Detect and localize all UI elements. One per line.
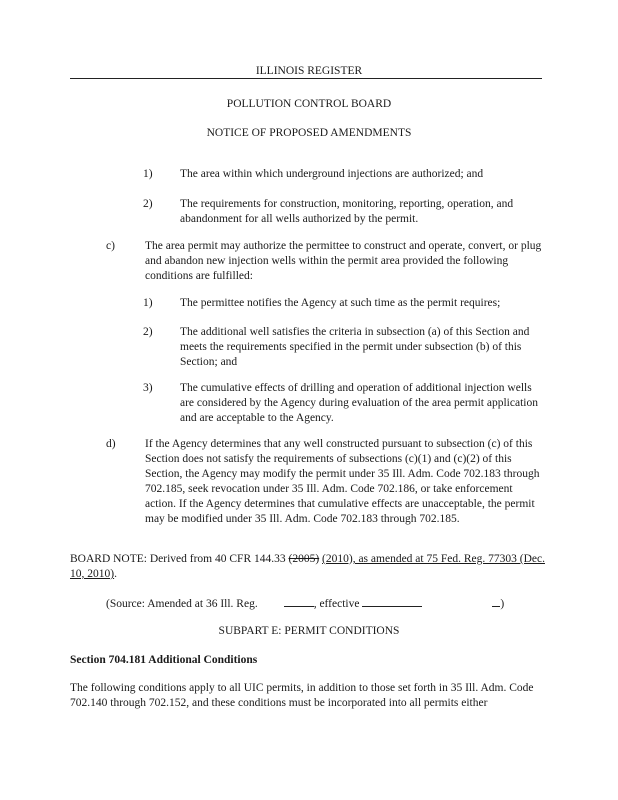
board-note-tail: . — [114, 568, 117, 580]
paragraph-text: If the Agency determines that any well constructed pursuant to subsection (c) of this Section does not satisfy the requirements of subsections (c)(1) and (c)(2) of this Section, the Agency may modify the permit under 35 Ill. Adm. Code 702.183 through 702.185, seek revocation under 35 Ill. Adm. Code 702.186, or take enforcement action. If the Agency determines that cumulative effects are unacceptable, the permit may be modified under 35 Ill. Adm. Code 702.183 through 702.185. — [145, 438, 540, 525]
source-lead: (Source: Amended at 36 Ill. Reg. — [106, 598, 258, 610]
item-label: 2) — [143, 326, 153, 338]
notice-title: NOTICE OF PROPOSED AMENDMENTS — [206, 127, 412, 139]
board-note — [70, 552, 548, 582]
source-close: ) — [500, 598, 505, 610]
paragraph-text: The area permit may authorize the permittee to construct and operate, convert, or plug and abandon new injection wells within the permit area provided the following conditions are fulfilled: — [145, 240, 542, 282]
register-page-blank — [284, 595, 314, 607]
item-text: The permittee notifies the Agency at such time as the permit requires; — [180, 297, 501, 309]
paragraph-label: c) — [106, 240, 115, 252]
item-label: 3) — [143, 382, 153, 394]
item-text: The additional well satisfies the criteria in subsection (a) of this Section and meets the requirements specified in the permit under subsection (b) of this Section; and — [180, 326, 530, 368]
subpart-heading: SUBPART E: PERMIT CONDITIONS — [218, 625, 400, 637]
source-effective: , effective — [313, 598, 360, 610]
item-text: The cumulative effects of drilling and operation of additional injection wells are considered by the Agency during evaluation of the area permit application and are acceptable to the Agency. — [180, 382, 538, 424]
item-label: 1) — [143, 168, 153, 180]
item-text: The area within which underground injections are authorized; and — [180, 168, 484, 180]
section-intro: The following conditions apply to all UIC permits, in addition to those set forth in 35 Ill. Adm. Code 702.140 through 702.152, and these conditions must be incorporated into all permits either — [70, 682, 534, 709]
paragraph-label: d) — [106, 438, 116, 450]
register-title: ILLINOIS REGISTER — [255, 65, 363, 77]
inserted-citation: (2010), as amended at 75 Fed. Reg. 77303 (Dec. 10, 2010) — [70, 553, 545, 580]
item-label: 2) — [143, 198, 153, 210]
item-label: 1) — [143, 297, 153, 309]
board-title: POLLUTION CONTROL BOARD — [226, 98, 392, 110]
source-line — [106, 595, 546, 612]
effective-date-blank — [362, 595, 422, 607]
header-rule — [70, 78, 542, 79]
board-note-lead: BOARD NOTE: Derived from 40 CFR 144.33 — [70, 553, 289, 565]
section-heading: Section 704.181 Additional Conditions — [70, 654, 258, 666]
item-text: The requirements for construction, monitoring, reporting, operation, and abandonment for all wells authorized by the permit. — [180, 198, 514, 225]
struck-year: (2005) — [288, 553, 320, 565]
